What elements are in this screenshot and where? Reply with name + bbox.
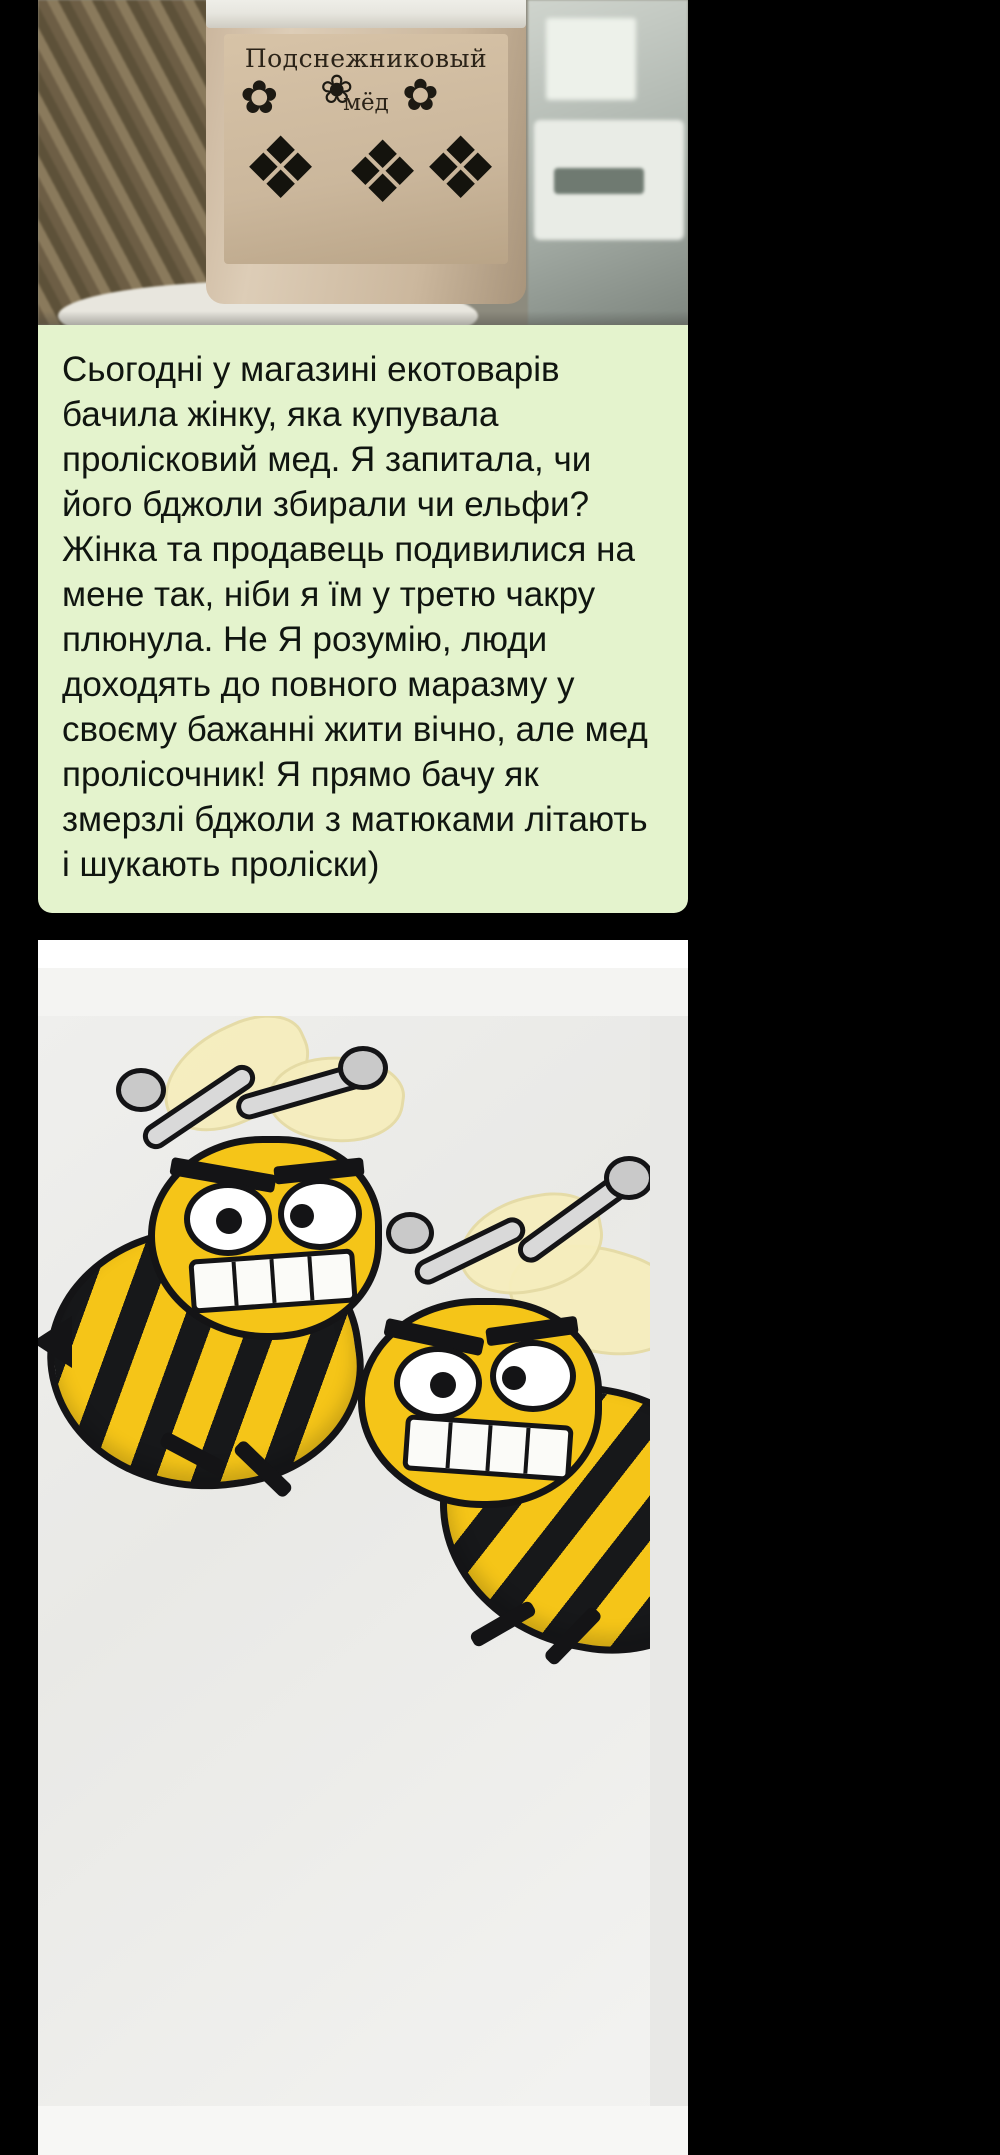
angry-bees-photo[interactable] (38, 968, 688, 2155)
photo-bottom-fade (38, 311, 688, 325)
flower-icon: ✿ (240, 71, 279, 123)
jar-label-subtitle: мёд (343, 90, 389, 116)
photo-bottom-strip (38, 2106, 688, 2155)
jar-lid (206, 0, 526, 28)
leaf-icon: ❖ (344, 125, 422, 221)
flower-icon: ❀ (320, 68, 354, 112)
shelf-background (528, 0, 688, 325)
right-black-margin (688, 0, 1000, 2155)
honey-jar (206, 0, 526, 304)
antenna-tip (386, 1212, 434, 1254)
pupil (502, 1366, 526, 1390)
background-tub-shadow (554, 168, 644, 194)
message-text: Сьогодні у магазині екотоварів бачила жінку, яка купувала проліcковий мед. Я запитала, чи його бджоли збирали чи ельфи? Жінка та продавець подивилися на мене так, ніби я їм у третю чакру плюнула. Не Я розумію, люди доходять до повного маразму у своєму бажанні жити вічно, але мед пролісочник! Я прямо бачу як змерзлі бджоли з матюками літають і шукають проліски) (62, 350, 648, 884)
flower-icon: ✿ (402, 71, 439, 120)
leaf-icon: ❖ (422, 121, 500, 217)
chat-message-bubble[interactable] (38, 0, 688, 913)
honey-jar-photo[interactable] (38, 0, 688, 325)
pupil (430, 1372, 456, 1398)
antenna-tip (604, 1156, 654, 1200)
jar-label-title: Подснежниковый (244, 44, 488, 73)
chat-column (38, 0, 688, 2155)
stinger (38, 1316, 72, 1368)
antenna-tip (338, 1046, 388, 1090)
bees-canvas (38, 1016, 688, 2106)
pupil (216, 1208, 242, 1234)
jar-label (224, 34, 508, 264)
background-paper (546, 18, 636, 100)
teeth (188, 1248, 357, 1313)
leaf-icon: ❖ (242, 121, 320, 217)
teeth (402, 1414, 573, 1482)
bubble-photo-gap (38, 940, 688, 968)
pupil (290, 1204, 314, 1228)
left-black-margin (0, 0, 38, 2155)
antenna-tip (116, 1068, 166, 1112)
photo-right-edge (650, 1016, 688, 2106)
